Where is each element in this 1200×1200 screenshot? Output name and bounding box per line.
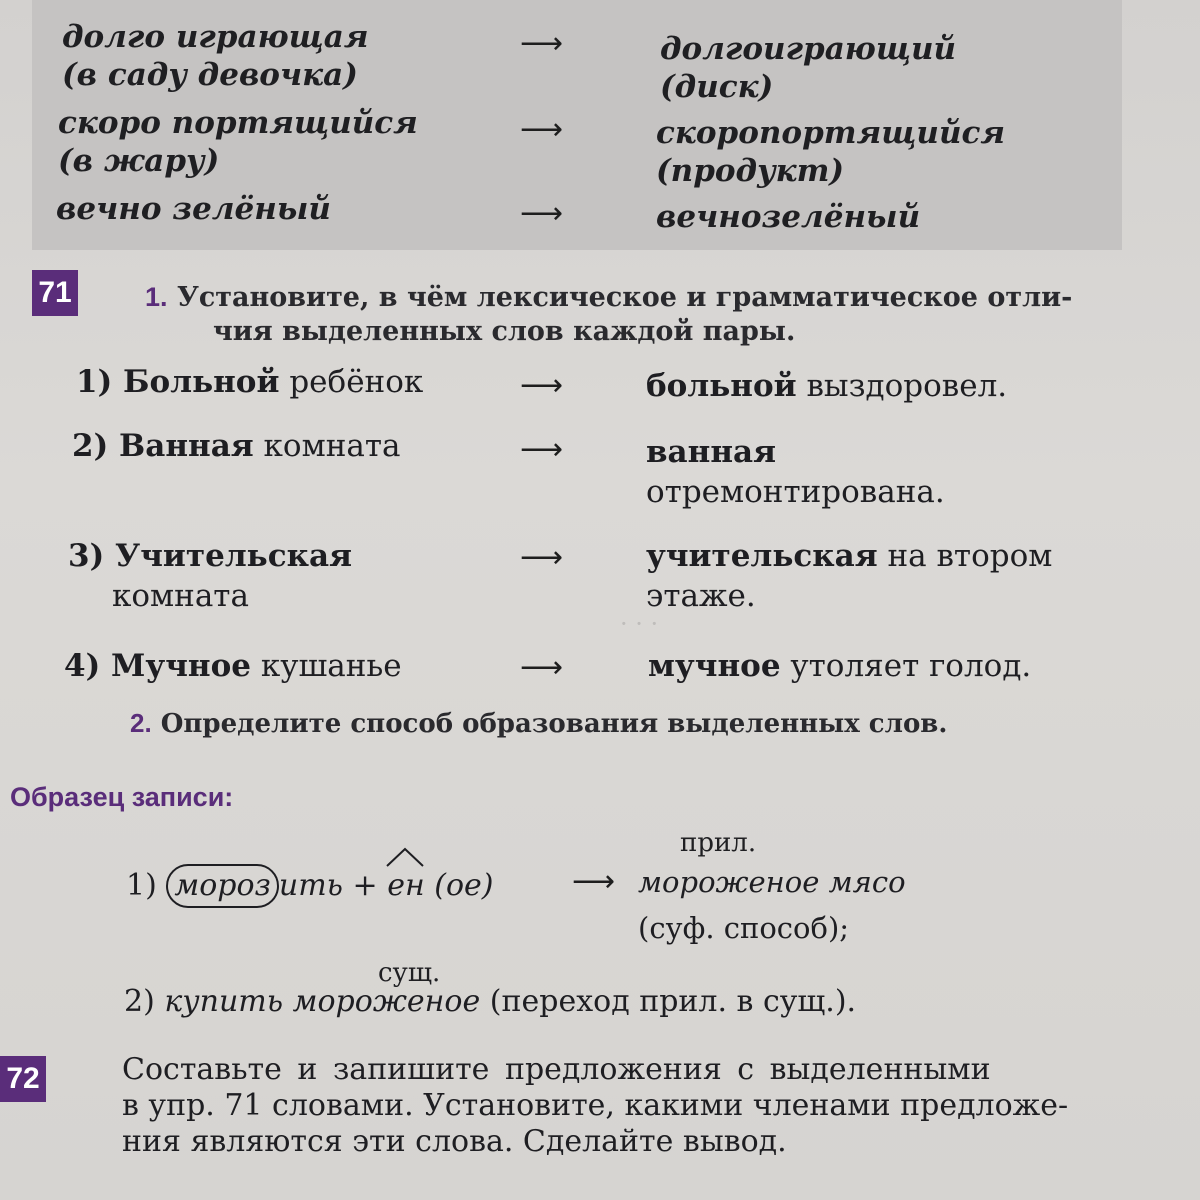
part-of-speech-label: прил. — [680, 828, 757, 858]
task-72-text: Составьте и запишите предложения с выделенными в упр. 71 словами. Установите, какими членами предложе- ния являются эти слова. Сделайте вывод. — [122, 1052, 1069, 1159]
example-right: скоропортящийся (продукт) — [656, 115, 1006, 189]
arrow-icon: ⟶ — [520, 540, 564, 575]
suffix-marker: ен — [387, 868, 434, 903]
example-right: вечнозелёный — [656, 199, 921, 235]
example-right: долгоиграющий (диск) — [660, 31, 957, 105]
bleed-through-text: · · · — [620, 610, 659, 638]
pair-right: больной выздоровел. — [646, 368, 1008, 404]
arrow-icon: ⟶ — [572, 864, 616, 899]
sample-title: Образец записи: — [10, 782, 234, 812]
root-marker: мороз — [166, 864, 279, 908]
arrow-icon: ⟶ — [520, 368, 564, 403]
example-left: долго играющая (в саду девочка) — [62, 19, 369, 93]
task-71-item-2: 2. Определите способ образования выделенных слов. — [130, 708, 948, 739]
suffix-hat-icon — [385, 846, 425, 868]
pair-right: мучное утоляет голод. — [648, 648, 1032, 684]
sample-line-2: 2) купить мороженое (переход прил. в сущ.). — [124, 984, 857, 1019]
sample-line-1: 1) мороз ить + ен (ое) — [126, 864, 494, 908]
arrow-icon: ⟶ — [520, 196, 564, 231]
pair-right: ванная отремонтирована. — [646, 434, 945, 510]
arrow-icon: ⟶ — [520, 112, 564, 147]
pair-left: 1) Больной ребёнок — [76, 364, 424, 400]
example-left: вечно зелёный — [56, 191, 331, 227]
exercise-number-badge: 71 — [32, 270, 78, 316]
pair-left: 4) Мучное кушанье — [64, 648, 402, 684]
pair-left: 3) Учительская комната — [68, 538, 352, 614]
item-number: 2. — [130, 708, 152, 738]
exercise-number-badge: 72 — [0, 1056, 46, 1102]
sample-result: мороженое мясо — [638, 865, 906, 899]
part-of-speech-label: сущ. — [378, 958, 441, 988]
pair-right: учительская на втором этаже. — [646, 538, 1053, 614]
arrow-icon: ⟶ — [520, 432, 564, 467]
pair-left: 2) Ванная комната — [72, 428, 401, 464]
task-71-item-1: 1. Установите, в чём лексическое и грамматическое отли- чия выделенных слов каждой пары. — [145, 282, 1073, 347]
example-left: скоро портящийся (в жару) — [58, 105, 418, 179]
sample-method: (суф. способ); — [638, 911, 850, 945]
arrow-icon: ⟶ — [520, 26, 564, 61]
arrow-icon: ⟶ — [520, 650, 564, 685]
item-number: 1. — [145, 282, 168, 312]
